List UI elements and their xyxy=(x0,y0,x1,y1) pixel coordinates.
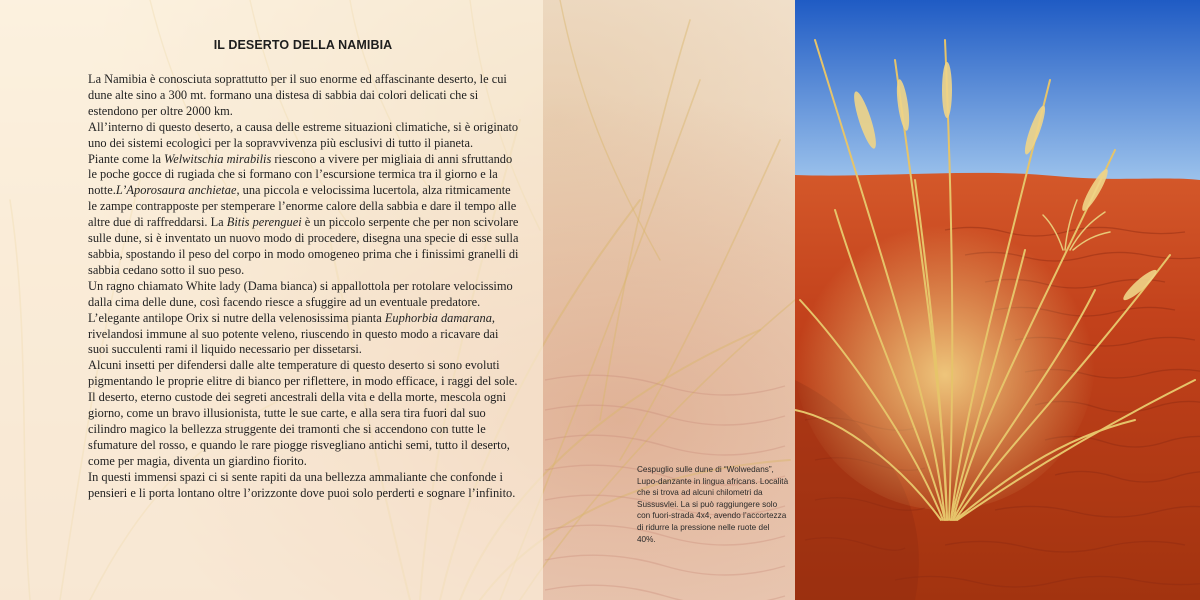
text-segment: Piante come la xyxy=(88,151,165,166)
text-segment: La Namibia è conosciuta soprattutto per il suo enorme ed affascinante deserto, le cui dune alte sino a 300 mt. formano una distesa di sabbia dai colori delicati che si estendono per oltre 2000 km. xyxy=(88,72,507,118)
paragraph-3 xyxy=(88,152,520,279)
paragraph-7 xyxy=(88,390,520,470)
photo-caption: Cespuglio sulle dune di “Wolwedans”, Lupo-danzante in lingua africans. Località che si trova ad alcuni chilometri da Sussusvlei. La si può raggiungere solo con fuori-strada 4x4, avendo l’accortezza di ridurre la pressione nelle ruote del 40%. xyxy=(637,465,789,544)
species-name: L’Aporosaura anchietae xyxy=(115,183,237,198)
species-name: Bitis perenguei xyxy=(226,215,302,230)
species-name: Welwitschia mirabilis xyxy=(164,151,272,166)
paragraph-6 xyxy=(88,358,520,390)
article-title: IL DESERTO DELLA NAMIBIA xyxy=(213,38,393,52)
text-segment: All’interno di questo deserto, a causa delle estreme situazioni climatiche, si è originato uno dei sistemi ecologici per la sopravvivenza più esclusivi di tutto il pianeta. xyxy=(88,119,519,150)
text-segment: L’elegante antilope Orix si nutre della velenosissima pianta xyxy=(88,310,385,325)
text-segment: Alcuni insetti per difendersi dalle alte temperature di questo deserto si sono evoluti pigmentando le proprie elitre di bianco per riflettere, in modo efficace, i raggi del sole. xyxy=(88,358,518,389)
paragraph-4 xyxy=(88,279,520,311)
text-segment: è un piccolo serpente che per non scivolare sulle dune, si è inventato un nuovo modo di procedere, disegna una specie di esse sulla sabbia, spostando il peso del corpo in modo omogeneo prima che i finissimi granelli di sabbia cedano sotto il suo peso. xyxy=(88,215,519,277)
desert-grass-photo xyxy=(795,0,1200,600)
article-body xyxy=(88,72,520,501)
paragraph-8 xyxy=(88,470,520,502)
text-segment: , rivelandosi immune al suo potente veleno, riuscendo in questo modo a ricavare dai suoi succulenti rami il liquido necessario per dissetarsi. xyxy=(88,310,499,357)
text-segment: Il deserto, eterno custode dei segreti ancestrali della vita e della morte, mescola ogni giorno, come un bravo illusionista, tutte le sue carte, e alla sera tira fuori dal suo cilindro magico la bellezza struggente dei tramonti che si accendono con tutte le sfumature del rosso, e quando le rare piogge risvegliano antichi semi, tutto il deserto, come per magia, diventa un giardino fiorito. xyxy=(88,390,510,468)
photo-illustration xyxy=(795,0,1200,600)
text-segment: Un ragno chiamato White lady (Dama bianca) si appallottola per rotolare velocissimo dalla cima delle dune, così facendo riesce a sfuggire ad un eventuale predatore. xyxy=(88,278,513,309)
paragraph-2 xyxy=(88,120,520,152)
species-name: Euphorbia damarana xyxy=(384,310,492,325)
paragraph-5 xyxy=(88,311,520,359)
text-segment: In questi immensi spazi ci si sente rapiti da una bellezza ammaliante che confonde i pensieri e li porta lontano oltre l’orizzonte dove puoi solo perderti e sognare l’infinito. xyxy=(88,469,516,500)
text-segment: , una piccola e velocissima lucertola, alza ritmicamente le zampe contrapposte per stemperare l’enorme calore della sabbia e dare il tempo alle altre due di raffreddarsi. La xyxy=(88,183,517,230)
paragraph-1 xyxy=(88,72,520,120)
text-segment: riescono a vivere per migliaia di anni sfruttando le poche gocce di rugiada che si formano con l’escursione termica tra il giorno e la notte. xyxy=(88,151,513,198)
